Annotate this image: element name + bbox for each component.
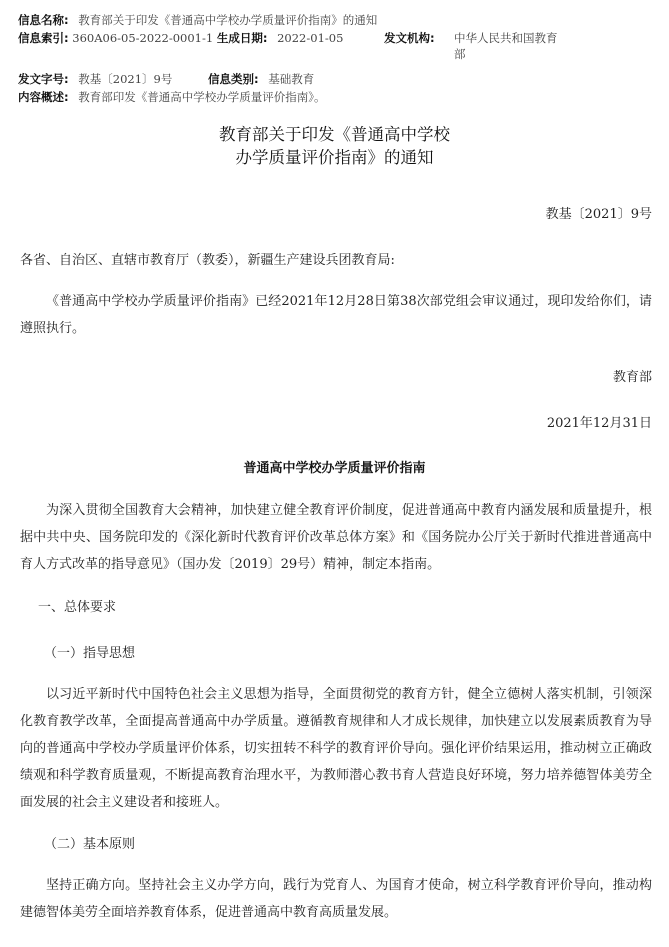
- meta-row-docno: [18, 71, 172, 87]
- meta-org-value-line2: 部: [454, 47, 466, 61]
- meta-index-label: 信息索引:: [18, 31, 69, 45]
- subsection-heading-2: （二）基本原则: [44, 837, 136, 852]
- meta-row-summary: [18, 89, 326, 105]
- meta-org: [384, 30, 435, 46]
- meta-row-name: [18, 12, 377, 28]
- meta-date-value: 2022-01-05: [277, 31, 344, 45]
- notice-title-line2: 办学质量评价指南》的通知: [235, 148, 434, 167]
- meta-name-label: 信息名称:: [18, 13, 69, 27]
- guide-title: 普通高中学校办学质量评价指南: [243, 461, 426, 476]
- notice-date: 2021年12月31日: [546, 416, 652, 431]
- doc-number: 教基〔2021〕9号: [545, 207, 652, 222]
- notice-title-line1: 教育部关于印发《普通高中学校: [219, 125, 450, 144]
- meta-summary-value: 教育部印发《普通高中学校办学质量评价指南》。: [78, 90, 326, 104]
- subsection-heading-1: （一）指导思想: [44, 646, 136, 661]
- meta-org-label: 发文机构:: [384, 31, 435, 45]
- signature: 教育部: [612, 370, 652, 385]
- meta-row-index: [18, 30, 343, 46]
- addressee: 各省、自治区、直辖市教育厅（教委），新疆生产建设兵团教育局:: [20, 253, 395, 268]
- meta-org-value-line1: 中华人民共和国教育: [454, 31, 558, 45]
- meta-index-value: 360A06-05-2022-0001-1: [72, 31, 214, 45]
- meta-row-category: [208, 71, 314, 87]
- meta-category-label: 信息类别:: [208, 72, 259, 86]
- meta-date-label: 生成日期:: [216, 31, 268, 45]
- section-heading-1: 一、总体要求: [38, 600, 117, 615]
- meta-category-value: 基础教育: [268, 72, 315, 86]
- meta-summary-label: 内容概述:: [18, 90, 69, 104]
- subsection-1-text: 以习近平新时代中国特色社会主义思想为指导，全面贯彻党的教育方针，健全立德树人落实机制，引领深化教育教学改革，全面提高普通高中办学质量。遵循教育规律和人才成长规律，加快建立以发展素质教育为导向的普通高中学校办学质量评价体系，切实扭转不科学的教育评价导向。强化评价结果运用，推动树立正确政绩观和科学教育质量观，不断提高教育治理水平，为教师潜心教书育人营造良好环境，努力培养德智体美劳全面发展的社会主义建设者和接班人。: [20, 687, 652, 810]
- meta-name-value: 教育部关于印发《普通高中学校办学质量评价指南》的通知: [78, 13, 378, 27]
- guide-intro: 为深入贯彻全国教育大会精神，加快建立健全教育评价制度，促进普通高中教育内涵发展和质量提升，根据中共中央、国务院印发的《深化新时代教育评价改革总体方案》和《国务院办公厅关于新时代推进普通高中育人方式改革的指导意见》（国办发〔2019〕29号）精神，制定本指南。: [20, 503, 652, 572]
- info-metadata: [18, 8, 658, 108]
- notice-body: 《普通高中学校办学质量评价指南》已经2021年12月28日第38次部党组会审议通过，现印发给你们，请遵照执行。: [20, 294, 652, 336]
- meta-docno-label: 发文字号:: [18, 72, 69, 86]
- meta-org-value: [454, 30, 558, 62]
- subsection-2-text: 坚持正确方向。坚持社会主义办学方向，践行为党育人、为国育才使命，树立科学教育评价导向，推动构建德智体美劳全面培养教育体系，促进普通高中教育高质量发展。: [20, 878, 652, 920]
- meta-docno-value: 教基〔2021〕9号: [78, 72, 173, 86]
